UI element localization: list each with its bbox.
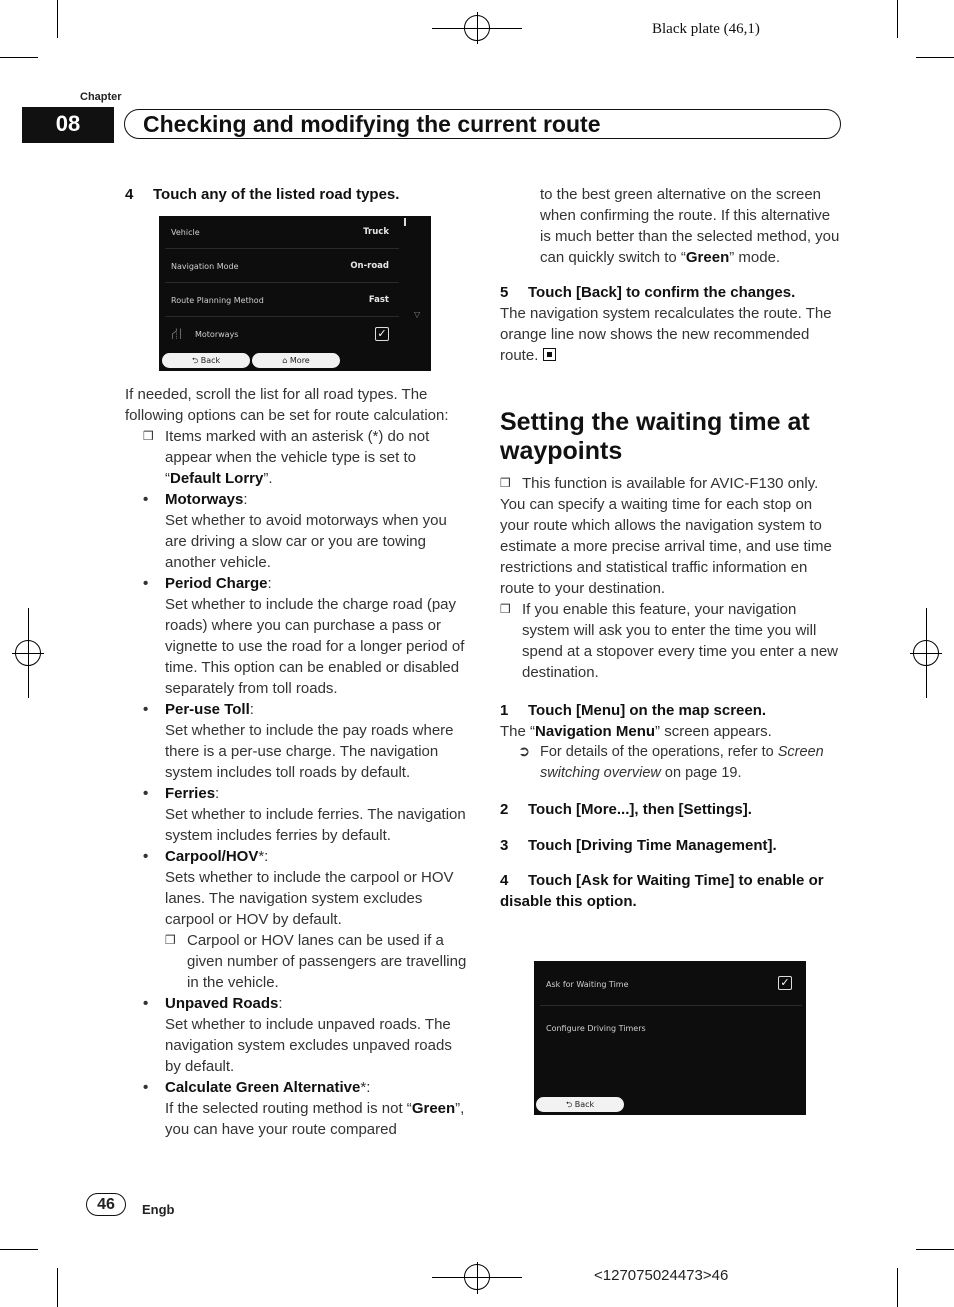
scroll-down-icon[interactable]: ▽ xyxy=(414,310,421,319)
note-square-icon: ❒ xyxy=(143,429,154,443)
waiting-time-paragraph: You can specify a waiting time for each stop on your route which allows the navigation system to estimate a more precise arrival time, and use time restrictions and statistical traffic information en route to your destination. xyxy=(500,496,832,597)
option-carpool: • Carpool/HOV*: xyxy=(143,848,269,865)
bullet-icon: • xyxy=(143,785,149,802)
availability-note: ❒ This function is available for AVIC-F130 only. xyxy=(500,475,819,492)
right-column xyxy=(500,184,840,912)
configure-timers-row[interactable]: Configure Driving Timers xyxy=(546,1024,646,1033)
chapter-title: Checking and modifying the current route xyxy=(143,111,601,137)
step-4-left: 4 Touch any of the listed road types. xyxy=(125,186,400,203)
registration-mark xyxy=(464,1264,490,1290)
option-unpaved-desc: Set whether to include unpaved roads. The navigation system excludes unpaved roads by default. xyxy=(165,1016,452,1075)
back-button[interactable]: ⮌ Back xyxy=(162,353,250,368)
intro-paragraph: If needed, scroll the list for all road types. The following options can be set for route calculation: xyxy=(125,386,449,424)
step-3: 3 Touch [Driving Time Management]. xyxy=(500,837,777,854)
section-heading: Setting the waiting time at waypoints xyxy=(500,408,810,465)
crop-mark xyxy=(897,0,898,38)
option-period-charge: • Period Charge: xyxy=(143,575,272,592)
crop-mark xyxy=(897,1268,898,1307)
motorways-checkbox[interactable]: ✓ xyxy=(375,327,389,341)
option-ferries-desc: Set whether to include ferries. The navigation system includes ferries by default. xyxy=(165,806,466,844)
step-1-body: The “Navigation Menu” screen appears. xyxy=(500,723,772,740)
step-4: 4 Touch [Ask for Waiting Time] to enable or disable this option. xyxy=(500,872,824,910)
ask-waiting-time-row[interactable]: Ask for Waiting Time xyxy=(540,965,802,1006)
option-unpaved: • Unpaved Roads: xyxy=(143,995,283,1012)
crop-mark xyxy=(916,57,954,58)
option-per-use-toll-desc: Set whether to include the pay roads where there is a per-use charge. The navigation system includes toll roads by default. xyxy=(165,722,454,781)
step-1-reference: ➲ For details of the operations, refer to Screen switching overview on page 19. xyxy=(518,744,824,781)
bullet-icon: • xyxy=(143,1079,149,1096)
crop-mark xyxy=(57,1268,58,1307)
option-carpool-desc: Sets whether to include the carpool or HOV lanes. The navigation system excludes carpool or HOV by default. xyxy=(165,869,454,928)
screen-row-vehicle[interactable]: Vehicle Truck xyxy=(165,216,399,249)
crop-mark xyxy=(0,1249,38,1250)
carpool-note: ❒ Carpool or HOV lanes can be used if a given number of passengers are travelling in the vehicle. xyxy=(165,932,467,991)
waiting-time-checkbox[interactable]: ✓ xyxy=(778,976,792,990)
step-5: 5 Touch [Back] to confirm the changes. xyxy=(500,284,796,301)
note-square-icon: ❒ xyxy=(165,933,176,947)
more-button[interactable]: ⌂ More xyxy=(252,353,340,368)
option-period-charge-desc: Set whether to include the charge road (pay roads) where you can purchase a pass or vignette to use the road for a longer period of time. This option can be enabled or disabled separately from toll roads. xyxy=(165,596,465,697)
feature-note: ❒ If you enable this feature, your navigation system will ask you to enter the time you will spend at a stopover every time you enter a new destination. xyxy=(500,601,839,681)
arrow-right-icon: ➲ xyxy=(518,744,531,760)
page-number: 46 xyxy=(86,1193,126,1216)
left-column xyxy=(125,184,467,205)
crop-mark xyxy=(0,57,38,58)
option-green: • Calculate Green Alternative*: xyxy=(143,1079,371,1096)
plate-label: Black plate (46,1) xyxy=(652,21,760,37)
road-types-screenshot xyxy=(159,216,431,371)
left-body xyxy=(125,384,467,1140)
screen-row-motorways[interactable]: ⛙ Motorways xyxy=(171,324,239,343)
screen-row-navigation-mode[interactable]: Navigation Mode On-road xyxy=(165,250,399,283)
step-5-body: The navigation system recalculates the route. The orange line now shows the new recommended route. xyxy=(500,305,832,364)
back-button-2[interactable]: ⮌ Back xyxy=(536,1097,624,1112)
road-icon: ⛙ xyxy=(171,324,183,343)
chapter-number: 08 xyxy=(22,107,114,143)
home-icon: ⌂ xyxy=(282,356,290,365)
bullet-icon: • xyxy=(143,575,149,592)
registration-mark xyxy=(913,640,939,666)
waiting-time-screenshot xyxy=(534,961,806,1115)
step-1: 1 Touch [Menu] on the map screen. xyxy=(500,702,767,719)
option-motorways: • Motorways: xyxy=(143,491,248,508)
bullet-icon: • xyxy=(143,701,149,718)
option-motorways-desc: Set whether to avoid motorways when you are driving a slow car or you are towing another vehicle. xyxy=(165,512,447,571)
screen-row-route-planning[interactable]: Route Planning Method Fast xyxy=(165,284,399,317)
crop-mark xyxy=(57,0,58,38)
option-per-use-toll: • Per-use Toll: xyxy=(143,701,254,718)
green-continuation: to the best green alternative on the screen when confirming the route. If this alternative is much better than the selected method, you can quickly switch to “Green” mode. xyxy=(540,186,840,266)
note-square-icon: ❒ xyxy=(500,602,511,616)
registration-mark xyxy=(15,640,41,666)
scrollbar-thumb[interactable] xyxy=(404,218,406,226)
option-ferries: • Ferries: xyxy=(143,785,220,802)
document-code: <127075024473>46 xyxy=(594,1267,729,1284)
end-mark-icon xyxy=(543,348,556,361)
chapter-label: Chapter xyxy=(80,91,122,103)
registration-mark xyxy=(464,15,490,41)
language-code: Engb xyxy=(142,1202,175,1217)
back-arrow-icon: ⮌ xyxy=(565,1100,575,1109)
bullet-icon: • xyxy=(143,995,149,1012)
bullet-icon: • xyxy=(143,848,149,865)
back-arrow-icon: ⮌ xyxy=(191,356,201,365)
bullet-icon: • xyxy=(143,491,149,508)
crop-mark xyxy=(916,1249,954,1250)
option-green-desc: If the selected routing method is not “Green”, you can have your route compared xyxy=(165,1100,465,1138)
step-2: 2 Touch [More...], then [Settings]. xyxy=(500,801,752,818)
note-square-icon: ❒ xyxy=(500,476,511,490)
asterisk-note: ❒ Items marked with an asterisk (*) do not appear when the vehicle type is set to “Default Lorry”. xyxy=(143,428,430,487)
